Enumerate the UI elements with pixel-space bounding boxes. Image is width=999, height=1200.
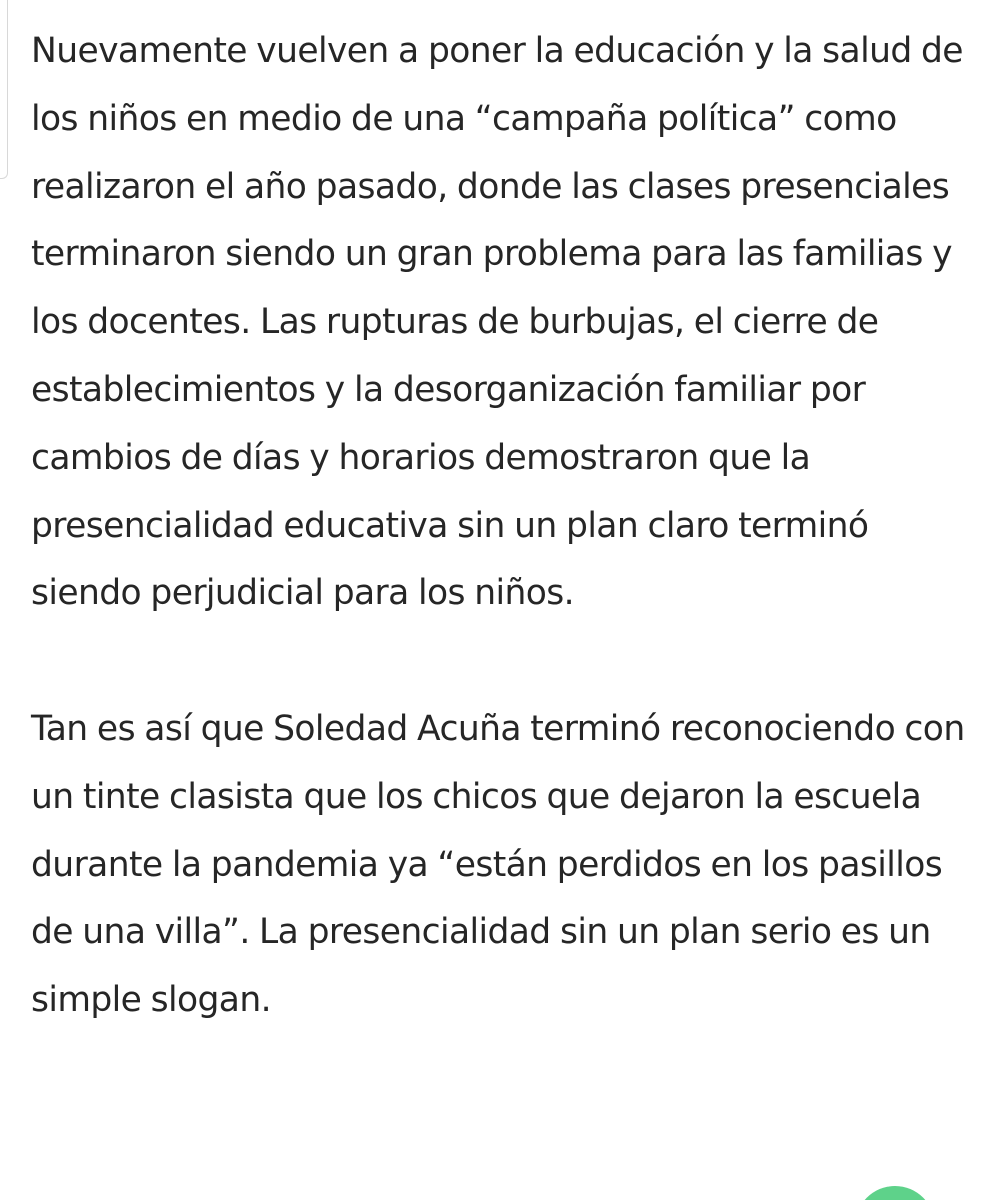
- article-paragraph-2: Tan es así que Soledad Acuña terminó reconociendo con un tinte clasista que los chicos que dejaron la escuela durante la pandemia ya “están perdidos en los pasillos de una villa”. La presencialidad sin un plan serio es un simple slogan.: [31, 708, 965, 1021]
- floating-action-button[interactable]: [855, 1186, 935, 1200]
- article-paragraph-1: Nuevamente vuelven a poner la educación y la salud de los niños en medio de una “campaña política” como realizaron el año pasado, donde las clases presenciales terminaron siendo un gran problema para las familias y los docentes. Las rupturas de burbujas, el cierre de establecimientos y la desorganización familiar por cambios de días y horarios demostraron que la presencialidad educativa sin un plan claro terminó siendo perjudicial para los niños.: [31, 31, 963, 614]
- article-body: [31, 18, 986, 1035]
- scrollbar-edge: [0, 0, 8, 179]
